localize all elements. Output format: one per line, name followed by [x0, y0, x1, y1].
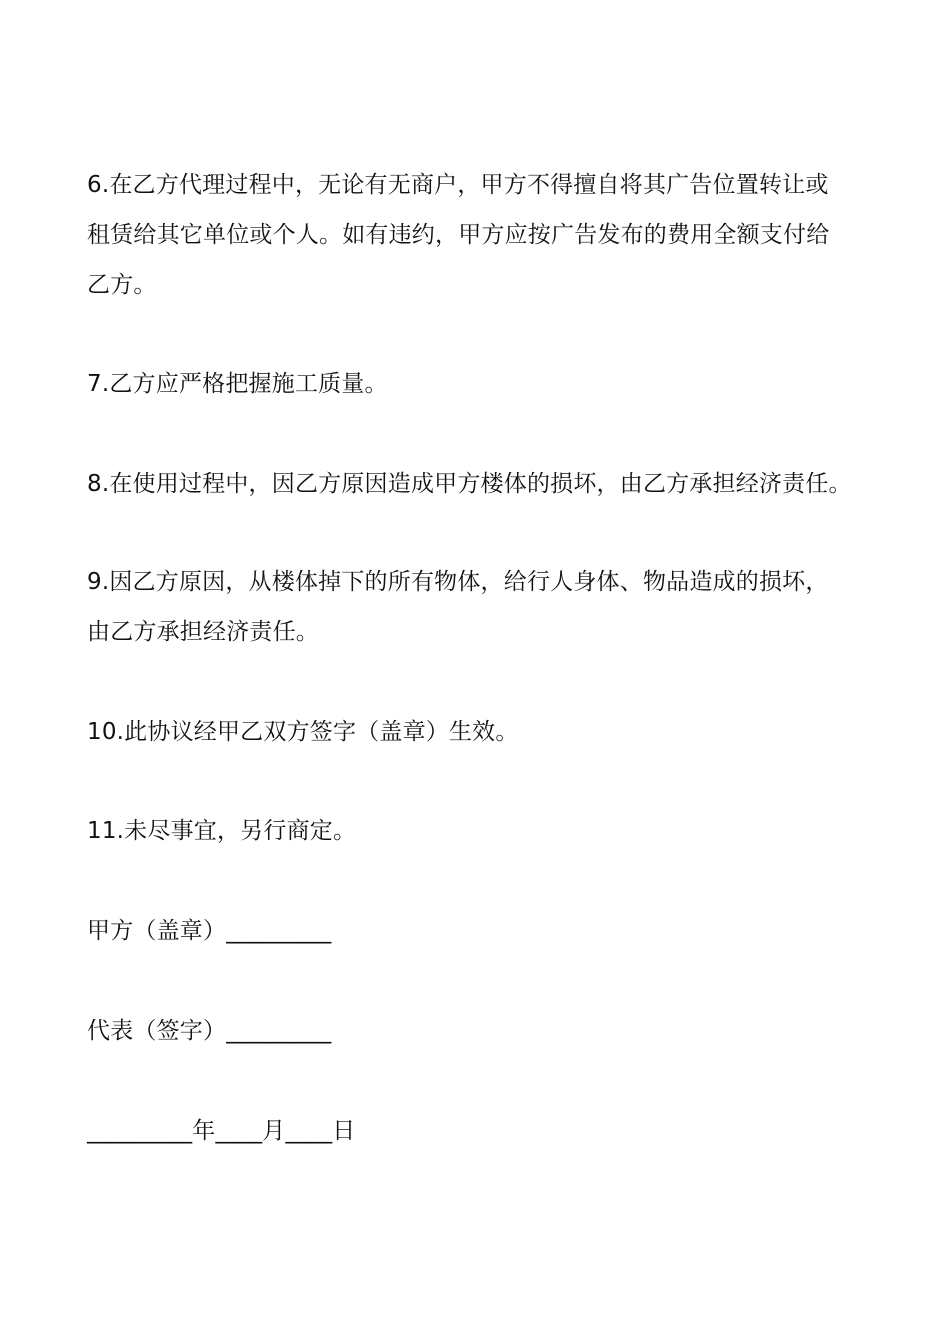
clause-11-line-1: 11.未尽事宜，另行商定。: [87, 818, 357, 844]
clause-9-line-2: 由乙方承担经济责任。: [87, 619, 319, 645]
clause-6-line-2: 租赁给其它单位或个人。如有违约，甲方应按广告发布的费用全额支付给: [87, 222, 830, 248]
representative-signature-text: 代表（签字）_________: [87, 1018, 332, 1044]
clause-6-line-3: 乙方。: [87, 272, 157, 298]
clause-11: [87, 806, 877, 856]
clause-10-line-1: 10.此协议经甲乙双方签字（盖章）生效。: [87, 719, 519, 745]
clause-9: [87, 557, 877, 657]
clause-8-line-1: 8.在使用过程中，因乙方原因造成甲方楼体的损坏，由乙方承担经济责任。: [87, 471, 852, 497]
clause-6-line-1: 6.在乙方代理过程中，无论有无商户，甲方不得擅自将其广告位置转让或: [87, 172, 829, 198]
party-a-seal-line: [87, 906, 877, 956]
date-text: _________年____月____日: [87, 1118, 356, 1144]
clause-10: [87, 707, 877, 757]
clause-9-line-1: 9.因乙方原因，从楼体掉下的所有物体，给行人身体、物品造成的损坏，: [87, 569, 829, 595]
representative-signature-line: [87, 1006, 877, 1056]
clause-7: [87, 359, 877, 409]
clause-7-line-1: 7.乙方应严格把握施工质量。: [87, 371, 388, 397]
clause-8: [87, 459, 877, 509]
party-a-seal-text: 甲方（盖章）_________: [87, 918, 332, 944]
date-line: [87, 1106, 877, 1156]
clause-6: [87, 160, 877, 310]
